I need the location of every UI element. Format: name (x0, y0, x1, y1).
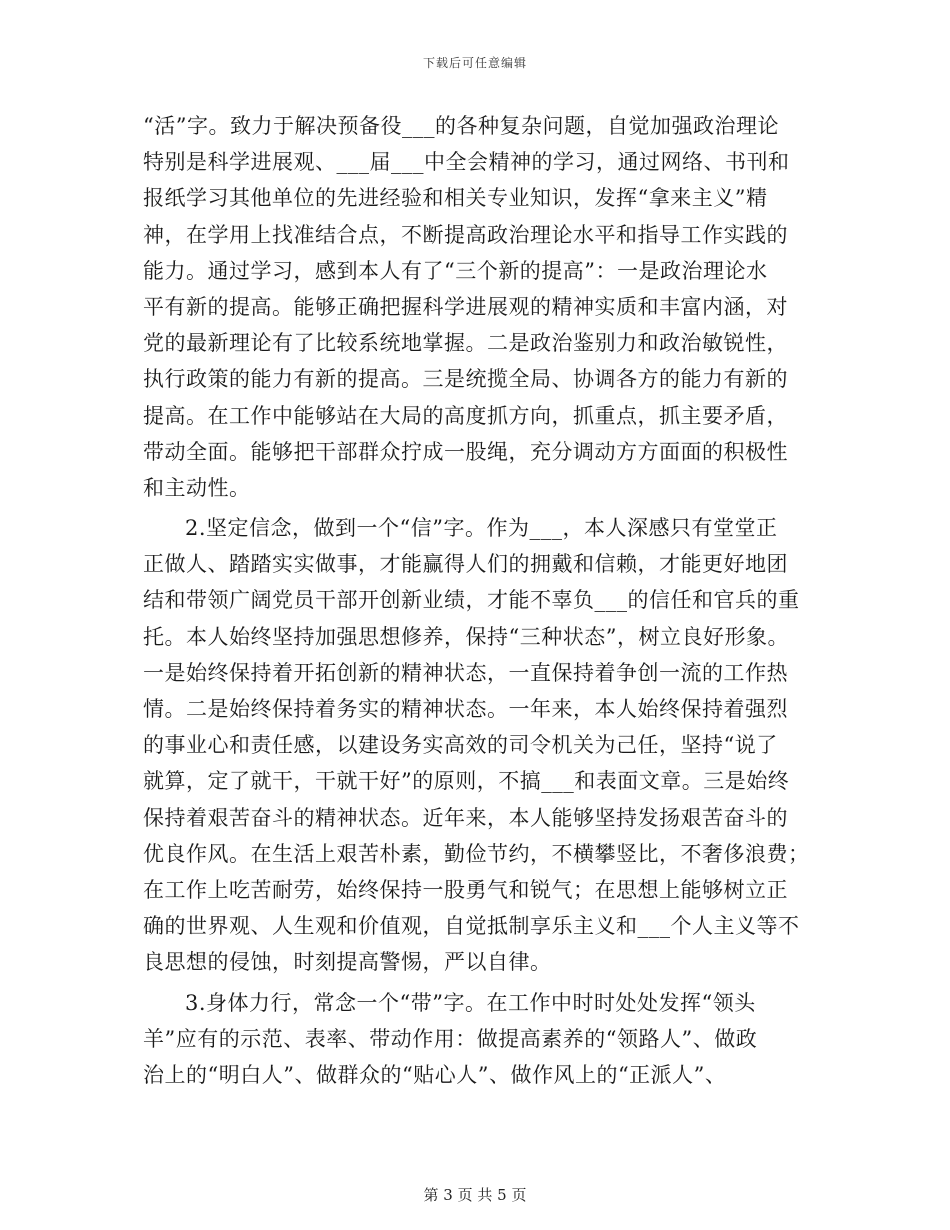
text-line: 保持着艰苦奋斗的精神状态。近年来，本人能够坚持发扬艰苦奋斗的 (143, 805, 788, 830)
text-line: 就算，定了就干，干就干好”的原则，不搞___和表面文章。三是始终 (143, 769, 790, 794)
text-line: 的事业心和责任感，以建设务实高效的司令机关为己任，坚持“说了 (143, 733, 778, 758)
text-line: 良思想的侵蚀，时刻提高警惕，严以自律。 (143, 950, 552, 975)
text-line: 和主动性。 (143, 475, 251, 500)
text-line: 能力。通过学习，感到本人有了“三个新的提高”：一是政治理论水 (143, 258, 768, 283)
page-footer: 第 3 页 共 5 页 (423, 1186, 527, 1204)
text-line: 治上的“明白人”、做群众的“贴心人”、做作风上的“正派人”、 (143, 1062, 727, 1087)
text-line: 提高。在工作中能够站在大局的高度抓方向，抓重点，抓主要矛盾， (143, 403, 788, 428)
text-line: 带动全面。能够把干部群众拧成一股绳，充分调动方方面面的积极性 (143, 439, 788, 464)
text-line: 执行政策的能力有新的提高。三是统揽全局、协调各方的能力有新的 (143, 367, 788, 392)
text-line: 优良作风。在生活上艰苦朴素，勤俭节约，不横攀竖比，不奢侈浪费； (143, 841, 810, 866)
text-line: 结和带领广阔党员干部开创新业绩，才能不辜负___的信任和官兵的重 (143, 588, 800, 613)
text-line: 特别是科学进展观、___届___中全会精神的学习，通过网络、书刊和 (143, 150, 790, 175)
text-line: 神，在学用上找准结合点，不断提高政治理论水平和指导工作实践的 (143, 222, 788, 247)
text-line: 报纸学习其他单位的先进经验和相关专业知识，发挥“拿来主义”精 (143, 186, 768, 211)
paragraph-2-start: 2.坚定信念，做到一个“信”字。作为___，本人深感只有堂堂正 (185, 516, 778, 541)
paragraph-3-start: 3.身体力行，常念一个“带”字。在工作中时时处处发挥“领头 (185, 990, 756, 1015)
page-header: 下载后可任意编辑 (422, 56, 527, 70)
text-line: 党的最新理论有了比较系统地掌握。二是政治鉴别力和政治敏锐性， (143, 331, 788, 356)
text-line: “活”字。致力于解决预备役___的各种复杂问题，自觉加强政治理论 (143, 114, 779, 138)
text-line: 确的世界观、人生观和价值观，自觉抵制享乐主义和___个人主义等不 (143, 914, 800, 939)
text-line: 正做人、踏踏实实做事，才能赢得人们的拥戴和信赖，才能更好地团 (143, 552, 788, 577)
body-text (143, 108, 808, 1093)
text-line: 羊”应有的示范、表率、带动作用：做提高素养的“领路人”、做政 (143, 1026, 758, 1051)
text-line: 平有新的提高。能够正确把握科学进展观的精神实质和丰富内涵，对 (143, 294, 788, 319)
text-line: 情。二是始终保持着务实的精神状态。一年来，本人始终保持着强烈 (143, 697, 788, 721)
text-line: 一是始终保持着开拓创新的精神状态，一直保持着争创一流的工作热 (143, 660, 788, 685)
text-line: 托。本人始终坚持加强思想修养，保持“三种状态”，树立良好形象。 (143, 624, 789, 649)
text-line: 在工作上吃苦耐劳，始终保持一股勇气和锐气；在思想上能够树立正 (143, 877, 788, 902)
